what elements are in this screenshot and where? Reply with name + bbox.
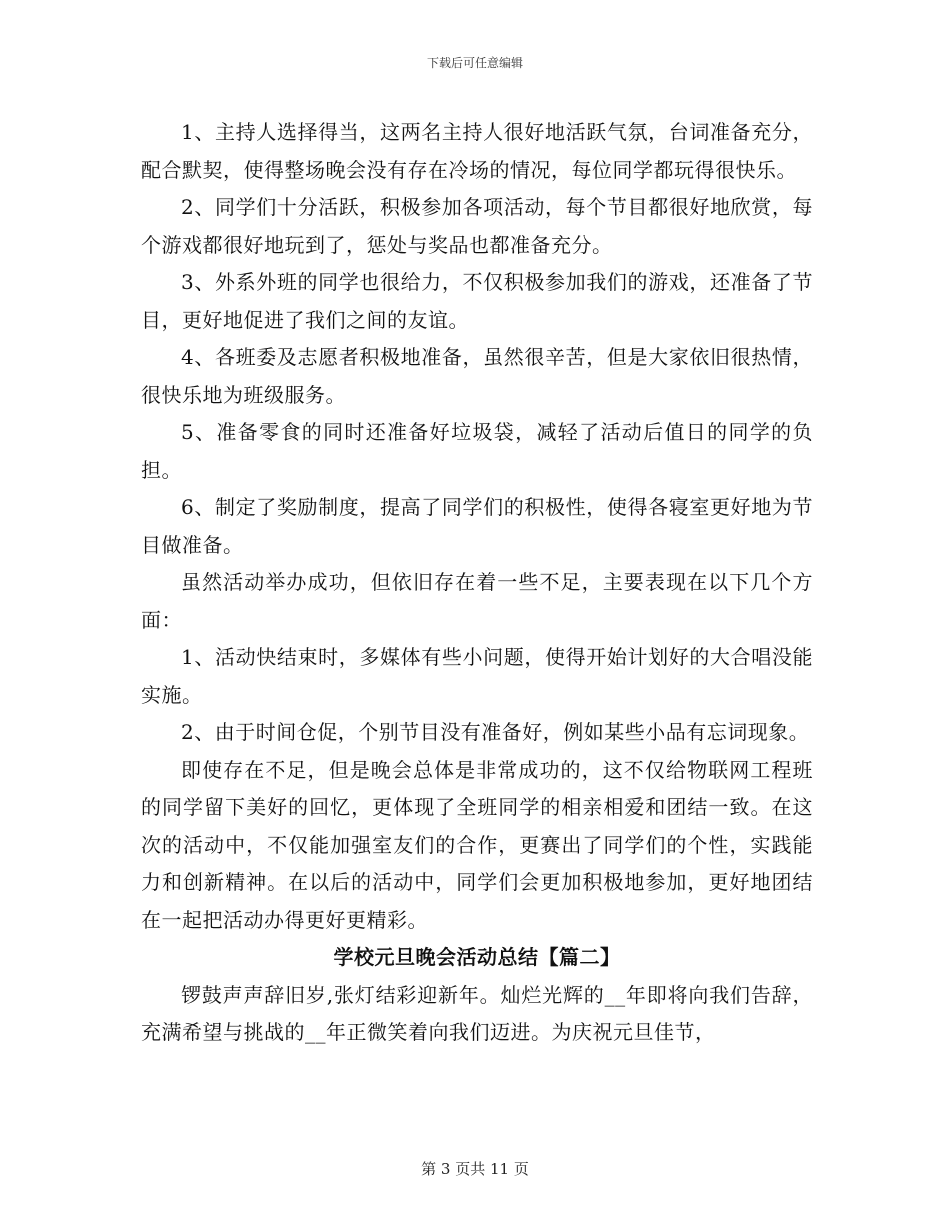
paragraph: 即使存在不足，但是晚会总体是非常成功的，这不仅给物联网工程班的同学留下美好的回忆，更体现了全班同学的相亲相爱和团结一致。在这次的活动中，不仅能加强室友们的合作，更赛出了同学们的个性，实践能力和创新精神。在以后的活动中，同学们会更加积极地参加，更好地团结在一起把活动办得更好更精彩。 — [141, 757, 813, 932]
paragraph: 虽然活动举办成功，但依旧存在着一些不足，主要表现在以下几个方面： — [141, 570, 813, 632]
paragraph: 5、准备零食的同时还准备好垃圾袋，减轻了活动后值日的同学的负担。 — [141, 420, 813, 482]
paragraph: 3、外系外班的同学也很给力，不仅积极参加我们的游戏，还准备了节目，更好地促进了我们之间的友谊。 — [141, 270, 813, 332]
paragraph: 1、活动快结束时，多媒体有些小问题，使得开始计划好的大合唱没能实施。 — [141, 645, 813, 707]
paragraph: 2、由于时间仓促，个别节目没有准备好，例如某些小品有忘词现象。 — [181, 720, 810, 744]
page-footer: 第 3 页共 11 页 — [421, 1160, 529, 1178]
section-title: 学校元旦晚会活动总结【篇二】 — [333, 945, 621, 969]
paragraph: 锣鼓声声辞旧岁,张灯结彩迎新年。灿烂光辉的__年即将向我们告辞，充满希望与挑战的__年正微笑着向我们迈进。为庆祝元旦佳节， — [141, 982, 813, 1044]
document-body — [141, 114, 813, 1052]
paragraph: 1、主持人选择得当，这两名主持人很好地活跃气氛，台词准备充分，配合默契，使得整场晚会没有存在冷场的情况，每位同学都玩得很快乐。 — [141, 120, 813, 182]
paragraph: 2、同学们十分活跃，积极参加各项活动，每个节目都很好地欣赏，每个游戏都很好地玩到了，惩处与奖品也都准备充分。 — [141, 195, 813, 257]
paragraph: 6、制定了奖励制度，提高了同学们的积极性，使得各寝室更好地为节目做准备。 — [141, 495, 813, 557]
paragraph: 4、各班委及志愿者积极地准备，虽然很辛苦，但是大家依旧很热情，很快乐地为班级服务。 — [141, 345, 813, 407]
page-header: 下载后可任意编辑 — [426, 56, 523, 70]
